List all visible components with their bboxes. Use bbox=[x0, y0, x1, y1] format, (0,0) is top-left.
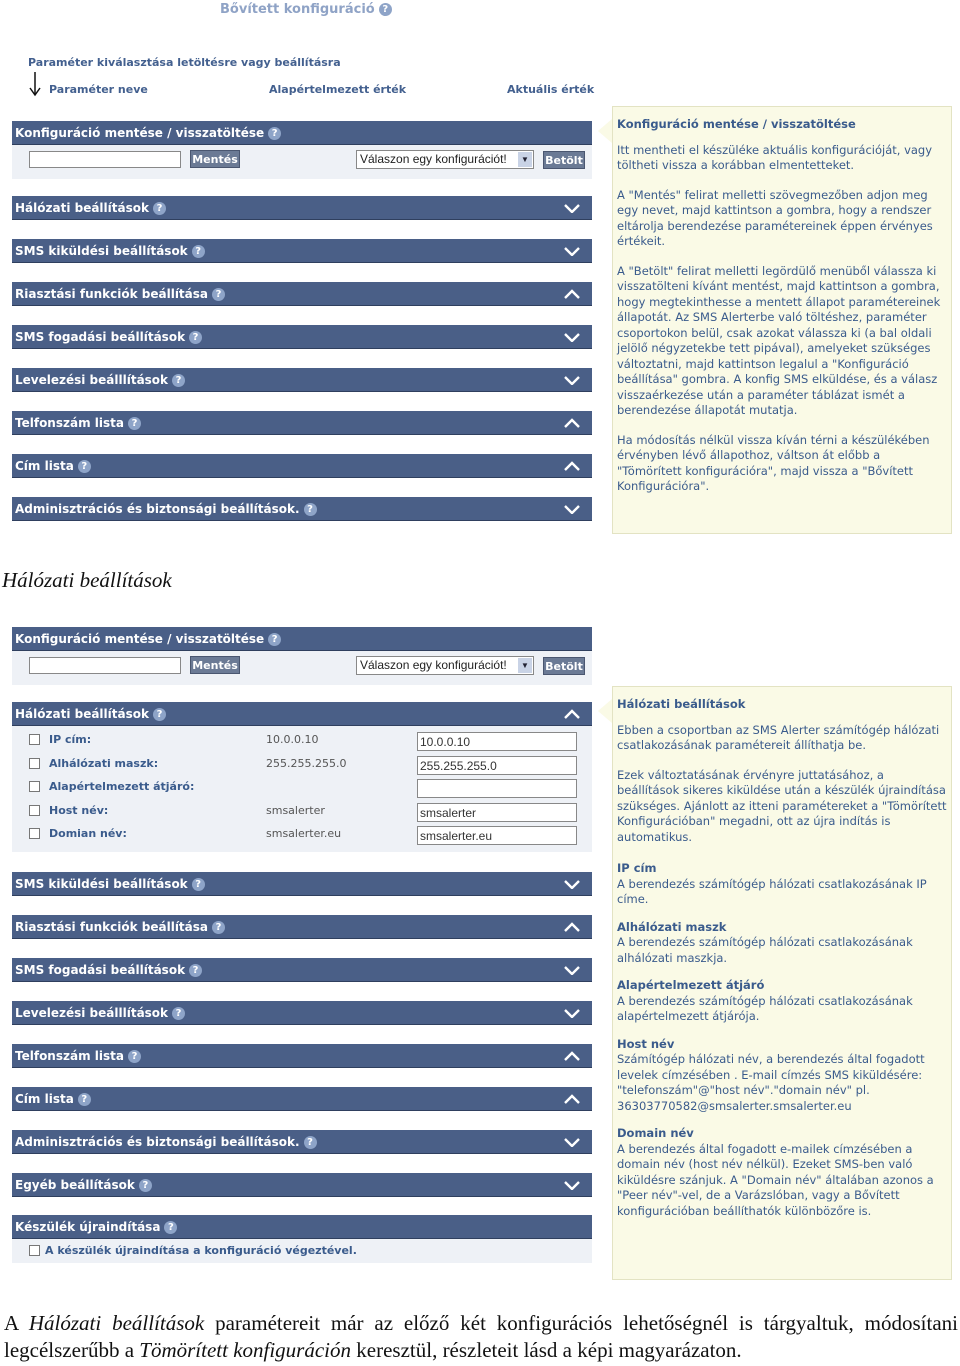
section-bar[interactable] bbox=[12, 958, 592, 982]
help-icon[interactable]: ? bbox=[212, 288, 225, 301]
section-bar[interactable] bbox=[12, 872, 592, 896]
help-text: Ezek változtatásának érvényre juttatásához, a beállítások sikeres kiküldése után a készülék újraindítása szükséges. Ajánlott az itteni paramétereket a "Tömörített Konfigurációban" megadni, ott az újra indítás is automatikus. bbox=[617, 767, 947, 844]
section-bar[interactable] bbox=[12, 325, 592, 349]
param-default-value: 10.0.0.10 bbox=[266, 733, 319, 746]
param-current-input[interactable]: smsalerter bbox=[417, 803, 577, 822]
section-label: Cím lista bbox=[15, 1092, 74, 1106]
section-bar[interactable] bbox=[12, 196, 592, 220]
help-icon[interactable]: ? bbox=[268, 127, 281, 140]
config-select[interactable] bbox=[356, 656, 534, 675]
help-text: Ebben a csoportban az SMS Alerter számítógép hálózati csatlakozásának paramétereit állíthatja be. bbox=[617, 722, 940, 752]
param-name: Alhálózati maszk: bbox=[49, 756, 159, 770]
chevron-down-icon[interactable] bbox=[564, 368, 580, 392]
config-save-load-bar bbox=[12, 121, 592, 145]
chevron-up-icon[interactable] bbox=[564, 1087, 580, 1111]
help-text: A "Mentés" felirat melletti szövegmezőben adjon meg egy nevet, majd kattintson a gombra, hogy a rendszer eltárolja berendezése paramétereinek éppen érvényes értékeit. bbox=[617, 187, 933, 248]
help-icon[interactable]: ? bbox=[139, 1179, 152, 1192]
param-checkbox[interactable] bbox=[29, 805, 40, 816]
help-icon[interactable]: ? bbox=[379, 3, 392, 16]
help-text: Ha módosítás nélkül vissza kíván térni a készülékében érvényben lévő állapothoz, váltson át előbb a "Tömörített konfigurációra", majd vissza a "Bővített Konfigurációra". bbox=[617, 432, 930, 493]
chevron-down-icon[interactable] bbox=[564, 325, 580, 349]
chevron-down-icon[interactable] bbox=[564, 1130, 580, 1154]
section-label: Egyéb beállítások bbox=[15, 1178, 135, 1192]
help-icon[interactable]: ? bbox=[153, 708, 166, 721]
body-paragraph bbox=[4, 1310, 958, 1364]
section-bar[interactable] bbox=[12, 411, 592, 435]
save-button[interactable]: Mentés bbox=[190, 150, 240, 168]
param-default-value: smsalerter.eu bbox=[266, 827, 342, 840]
section-label: Adminisztrációs és biztonsági beállítások. bbox=[15, 1135, 300, 1149]
param-name: Host név: bbox=[49, 803, 109, 817]
param-current-input[interactable]: 10.0.0.10 bbox=[417, 732, 577, 751]
section-bar[interactable] bbox=[12, 282, 592, 306]
down-arrow-icon bbox=[28, 70, 42, 98]
help-item bbox=[617, 978, 947, 1025]
param-name: Domian név: bbox=[49, 827, 127, 840]
help-item bbox=[617, 1126, 947, 1219]
section-label: Levelezési beálllítások bbox=[15, 1006, 169, 1020]
section-network-settings[interactable] bbox=[12, 702, 592, 726]
chevron-up-icon[interactable] bbox=[564, 454, 580, 478]
chevron-down-icon[interactable] bbox=[564, 239, 580, 263]
help-icon[interactable]: ? bbox=[304, 503, 317, 516]
help-icon[interactable]: ? bbox=[164, 1221, 177, 1234]
text-run-italic: Tömörített konfiguráción bbox=[139, 1338, 352, 1362]
help-icon[interactable]: ? bbox=[192, 878, 205, 891]
section-label: SMS kiküldési beállítások bbox=[15, 877, 188, 891]
section-bar[interactable] bbox=[12, 1001, 592, 1025]
section-label: Telfonszám lista bbox=[15, 416, 124, 430]
section-label: Levelezési beálllítások bbox=[15, 373, 169, 387]
section-bar[interactable] bbox=[12, 1087, 592, 1111]
help-icon[interactable]: ? bbox=[78, 1093, 91, 1106]
help-text: A "Betölt" felirat melletti legördülő menüből válassza ki visszatölteni kívánt mentést, majd kattintson a gombra, hogy megtekinthesse a mentett állapot paramétereinek állapotát. Az SMS Alerterbe való töltéshez, paraméter csoportokon belül, csak azokat válassza ki (a bal oldali jelölő négyzetekbe tett pipával), amelyeket szükséges változtatni, majd kattintson legalul a "Konfiguráció beállítása" gombra. A konfig SMS elküldése, és a válasz visszaérkezése után a paraméter táblázat ismét a berendezése állapotát mutatja. bbox=[617, 263, 941, 417]
column-header-name: Paraméter neve bbox=[49, 83, 148, 96]
config-name-input[interactable] bbox=[29, 657, 181, 674]
param-current-input[interactable] bbox=[417, 779, 577, 798]
help-pointer bbox=[598, 699, 612, 723]
help-item-text: Számítógép hálózati név, a berendezés által fogadott levelek címzésében . E-mail címzés SMS kiküldésére: "telefonszám"@"host név"."domain név" pl. 36303770582@smsalerter.smsalerter.eu bbox=[617, 1052, 925, 1113]
section-label: Hálózati beállítások bbox=[15, 201, 149, 215]
param-default-value: 255.255.255.0 bbox=[266, 756, 347, 770]
help-text: Itt mentheti el készüléke aktuális konfigurációját, vagy töltheti vissza a korábban elmentetteket. bbox=[617, 142, 933, 172]
chevron-up-icon[interactable] bbox=[564, 282, 580, 306]
help-panel-config bbox=[612, 106, 952, 534]
section-device-restart bbox=[12, 1215, 592, 1239]
chevron-down-icon: ▼ bbox=[518, 152, 532, 167]
config-save-load-bar bbox=[12, 627, 592, 651]
extended-config-title bbox=[220, 2, 392, 17]
section-bar[interactable] bbox=[12, 1173, 592, 1197]
text-run: A bbox=[4, 1311, 29, 1335]
section-bar[interactable] bbox=[12, 368, 592, 392]
config-bar-label: Konfiguráció mentése / visszatöltése bbox=[15, 632, 265, 646]
chevron-up-icon[interactable] bbox=[564, 1044, 580, 1068]
chevron-down-icon[interactable] bbox=[564, 872, 580, 896]
help-item-title: IP cím bbox=[617, 861, 657, 875]
config-controls-row bbox=[12, 145, 592, 179]
help-title: Hálózati beállítások bbox=[617, 697, 746, 711]
help-icon[interactable]: ? bbox=[212, 921, 225, 934]
config-select-value: Válaszon egy konfigurációt! bbox=[360, 658, 507, 672]
section-bar[interactable] bbox=[12, 239, 592, 263]
help-item-title: Alhálózati maszk bbox=[617, 919, 727, 934]
restart-checkbox-label: A készülék újraindítása a konfiguráció végeztével. bbox=[45, 1244, 357, 1257]
figure-caption: Hálózati beállítások bbox=[2, 568, 172, 592]
section-label: Készülék újraindítása bbox=[15, 1220, 161, 1234]
param-checkbox[interactable] bbox=[29, 781, 40, 792]
help-item-title: Host név bbox=[617, 1036, 675, 1051]
chevron-down-icon[interactable] bbox=[564, 958, 580, 982]
section-label: Riasztási funkciók beállítása bbox=[15, 920, 209, 934]
column-header-current: Aktuális érték bbox=[507, 83, 595, 96]
text-run-italic: Hálózati beállítások bbox=[28, 1311, 205, 1335]
selection-hint: Paraméter kiválasztása letöltésre vagy beállításra bbox=[28, 56, 341, 69]
help-item-title: Domain név bbox=[617, 1126, 694, 1140]
chevron-up-icon[interactable] bbox=[564, 411, 580, 435]
help-item-text: A berendezés által fogadott e-mailek címzésében a domain név (host név nélkül). Ezeket SMS-ben való kiküldésre szánjuk. A "Domain név" általában azonos a "Peer név"-vel, de a Varázslóban, vagy a Bővített konfigurációban beállíthatók különbözőre is. bbox=[617, 1141, 934, 1218]
section-label: Adminisztrációs és biztonsági beállítások. bbox=[15, 502, 300, 516]
save-button[interactable]: Mentés bbox=[190, 656, 240, 674]
help-item-text: A berendezés számítógép hálózati csatlakozásának alapértelmezett átjárója. bbox=[617, 993, 913, 1023]
config-select-value: Válaszon egy konfigurációt! bbox=[360, 152, 507, 166]
param-name: IP cím: bbox=[49, 733, 92, 746]
chevron-down-icon[interactable] bbox=[564, 1173, 580, 1197]
page-title: Bővített konfiguráció bbox=[220, 2, 375, 17]
help-icon[interactable]: ? bbox=[78, 460, 91, 473]
help-item-text: A berendezés számítógép hálózati csatlakozásának alhálózati maszkja. bbox=[617, 935, 913, 965]
section-label: Cím lista bbox=[15, 459, 74, 473]
help-item bbox=[617, 1037, 947, 1115]
param-checkbox[interactable] bbox=[29, 828, 40, 839]
help-icon[interactable]: ? bbox=[268, 633, 281, 646]
section-label: SMS fogadási beállítások bbox=[15, 330, 186, 344]
help-icon[interactable]: ? bbox=[192, 245, 205, 258]
load-button[interactable]: Betölt bbox=[543, 657, 585, 675]
section-label: Riasztási funkciók beállítása bbox=[15, 287, 209, 301]
section-label: SMS fogadási beállítások bbox=[15, 963, 186, 977]
chevron-down-icon[interactable] bbox=[564, 497, 580, 521]
column-header-default: Alapértelmezett érték bbox=[269, 83, 407, 96]
text-run: paramétereit már az előző két konfigurációs lehetőségnél is tárgyaltuk, módosítani legcélszerűbb a bbox=[4, 1311, 958, 1362]
help-item-text: A berendezés számítógép hálózati csatlakozásának IP címe. bbox=[617, 876, 927, 906]
help-item-title: Alapértelmezett átjáró bbox=[617, 978, 765, 992]
help-icon[interactable]: ? bbox=[304, 1136, 317, 1149]
help-icon[interactable]: ? bbox=[172, 374, 185, 387]
help-icon[interactable]: ? bbox=[172, 1007, 185, 1020]
config-bar-label: Konfiguráció mentése / visszatöltése bbox=[15, 126, 265, 140]
chevron-down-icon[interactable] bbox=[564, 1001, 580, 1025]
param-name: Alapértelmezett átjáró: bbox=[49, 780, 195, 793]
chevron-up-icon[interactable] bbox=[564, 915, 580, 939]
param-checkbox[interactable] bbox=[29, 734, 40, 745]
help-icon[interactable]: ? bbox=[128, 417, 141, 430]
chevron-down-icon: ▼ bbox=[518, 658, 532, 673]
config-controls-row bbox=[12, 651, 592, 685]
config-select[interactable] bbox=[356, 150, 534, 169]
section-label: SMS kiküldési beállítások bbox=[15, 244, 188, 258]
restart-checkbox[interactable] bbox=[29, 1245, 40, 1256]
help-icon[interactable]: ? bbox=[128, 1050, 141, 1063]
param-checkbox[interactable] bbox=[29, 758, 40, 769]
help-item bbox=[617, 920, 947, 967]
help-icon[interactable]: ? bbox=[189, 964, 202, 977]
section-label: Telfonszám lista bbox=[15, 1049, 124, 1063]
chevron-down-icon[interactable] bbox=[564, 196, 580, 220]
param-current-input[interactable]: smsalerter.eu bbox=[417, 826, 577, 845]
section-bar[interactable] bbox=[12, 1130, 592, 1154]
config-name-input[interactable] bbox=[29, 151, 181, 168]
help-panel-network bbox=[612, 686, 952, 1280]
help-item bbox=[617, 861, 947, 908]
help-pointer bbox=[598, 119, 612, 143]
text-run: keresztül, részleteit lásd a képi magyarázaton. bbox=[351, 1338, 742, 1362]
section-label: Hálózati beállítások bbox=[15, 707, 149, 721]
param-default-value: smsalerter bbox=[266, 803, 325, 817]
load-button[interactable]: Betölt bbox=[543, 151, 585, 169]
section-bar[interactable] bbox=[12, 1044, 592, 1068]
help-icon[interactable]: ? bbox=[189, 331, 202, 344]
help-icon[interactable]: ? bbox=[153, 202, 166, 215]
section-bar[interactable] bbox=[12, 915, 592, 939]
chevron-up-icon[interactable] bbox=[564, 702, 580, 726]
section-bar[interactable] bbox=[12, 497, 592, 521]
param-current-input[interactable]: 255.255.255.0 bbox=[417, 756, 577, 775]
help-title: Konfiguráció mentése / visszatöltése bbox=[617, 117, 856, 131]
section-bar[interactable] bbox=[12, 454, 592, 478]
